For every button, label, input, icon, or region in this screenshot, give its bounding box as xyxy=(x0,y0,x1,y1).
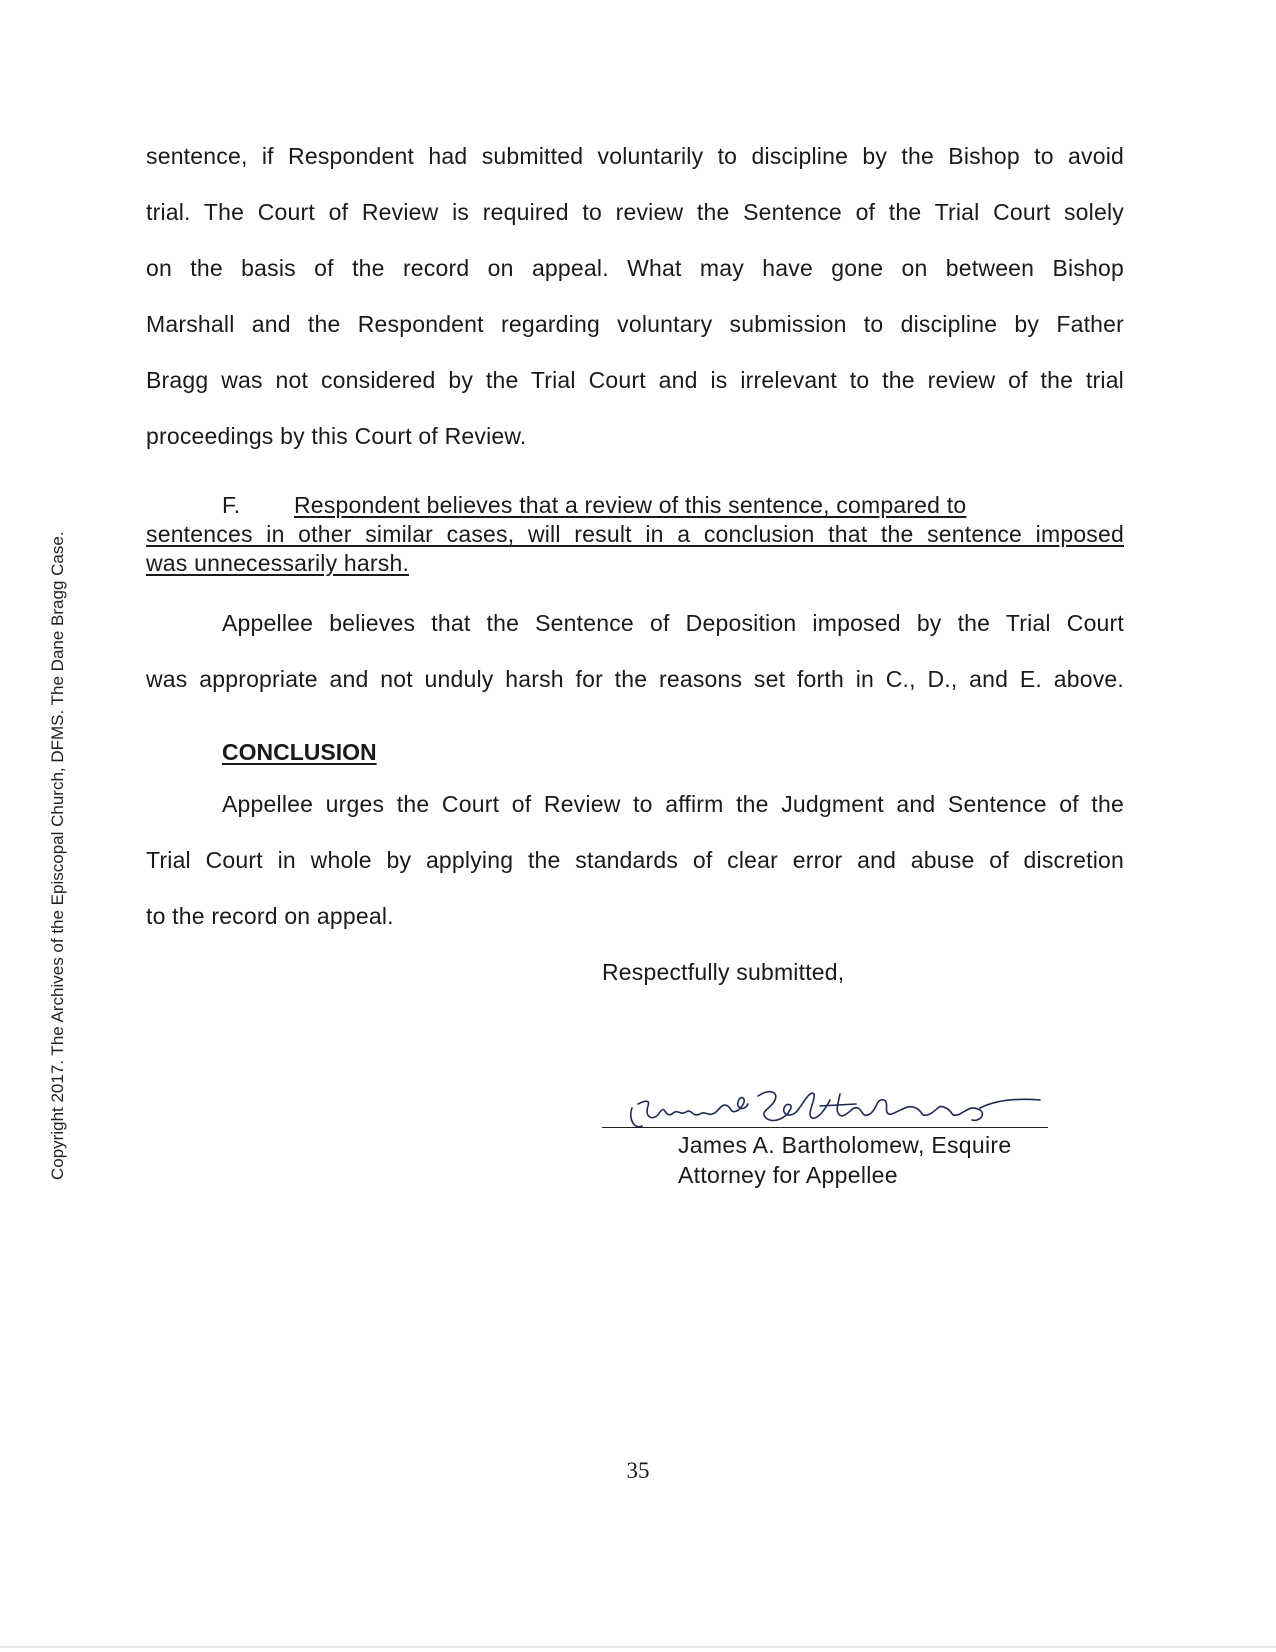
section-f-marker: F. xyxy=(222,492,241,518)
body-line: proceedings by this Court of Review. xyxy=(146,423,527,449)
section-f-heading-line: sentences in other similar cases, will result in a conclusion that the sentence imposed xyxy=(146,521,1124,547)
scan-edge xyxy=(0,1646,1276,1648)
page-number: 35 xyxy=(626,1458,650,1483)
body-line: Appellee believes that the Sentence of Deposition imposed by the Trial Court xyxy=(222,610,1124,636)
body-line: on the basis of the record on appeal. What may have gone on between Bishop xyxy=(146,255,1124,281)
closing-text: Respectfully submitted, xyxy=(602,959,845,985)
copyright-notice: Copyright 2017. The Archives of the Episcopal Church, DFMS. The Dane Bragg Case. xyxy=(48,531,67,1180)
signer-name: James A. Bartholomew, Esquire xyxy=(678,1132,1012,1158)
body-line: Marshall and the Respondent regarding voluntary submission to discipline by Father xyxy=(146,311,1124,337)
conclusion-heading: CONCLUSION xyxy=(222,739,377,765)
section-f-heading-line: Respondent believes that a review of this sentence, compared to xyxy=(294,492,967,518)
body-line: Bragg was not considered by the Trial Court and is irrelevant to the review of the trial xyxy=(146,367,1124,393)
section-f-heading-line: was unnecessarily harsh. xyxy=(146,550,410,576)
signature-image xyxy=(620,1078,1050,1138)
body-line: sentence, if Respondent had submitted voluntarily to discipline by the Bishop to avoid xyxy=(146,143,1124,169)
signature-line xyxy=(602,1127,1048,1128)
body-line: Appellee urges the Court of Review to affirm the Judgment and Sentence of the xyxy=(222,791,1124,817)
body-line: trial. The Court of Review is required to review the Sentence of the Trial Court solely xyxy=(146,199,1124,225)
body-line: was appropriate and not unduly harsh for the reasons set forth in C., D., and E. above. xyxy=(146,666,1124,692)
body-line: Trial Court in whole by applying the standards of clear error and abuse of discretion xyxy=(146,847,1124,873)
signer-title: Attorney for Appellee xyxy=(678,1162,898,1188)
body-line: to the record on appeal. xyxy=(146,903,394,929)
